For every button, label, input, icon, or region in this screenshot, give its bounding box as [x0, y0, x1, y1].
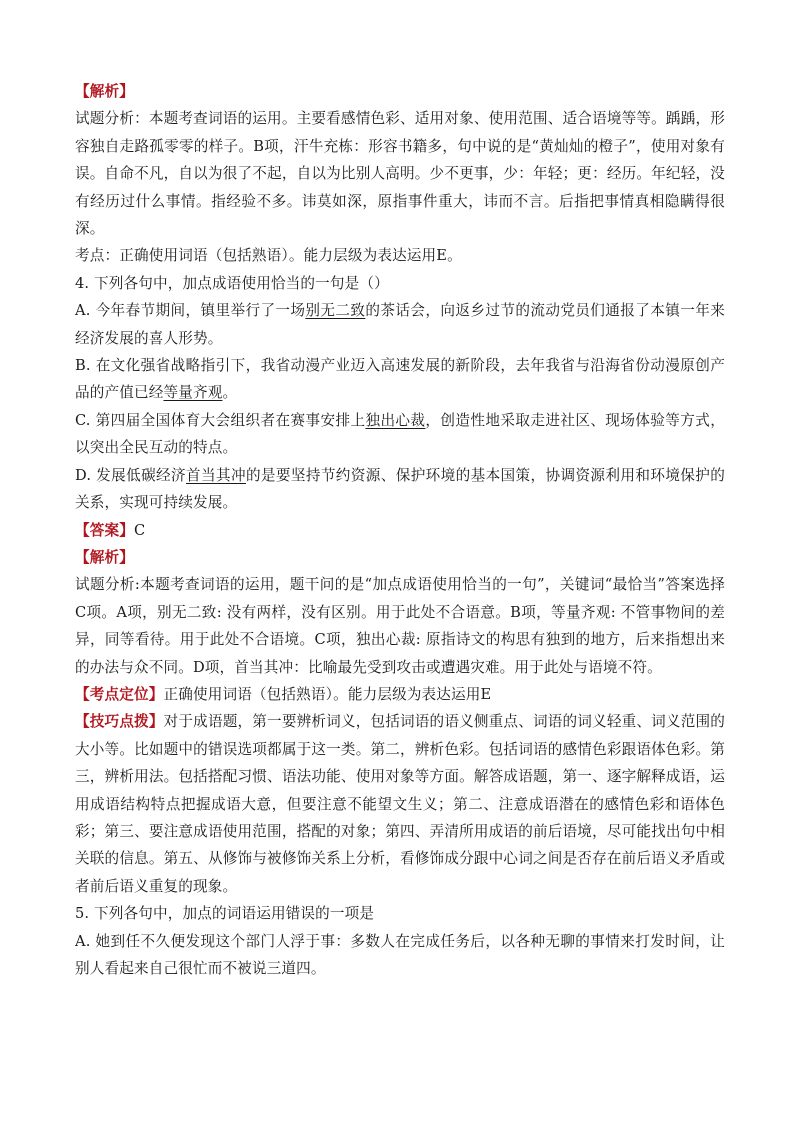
question-4-option-a: A. 今年春节期间，镇里举行了一场别无二致的茶话会，向返乡过节的流动党员们通报了本镇一年来经济发展的喜人形势。	[75, 302, 725, 347]
question-4-option-b: B. 在文化强省战略指引下，我省动漫产业迈入高速发展的新阶段，去年我省与沿海省份动漫原创产品的产值已经等量齐观。	[75, 357, 725, 402]
underlined-idiom: 独出心裁	[365, 411, 426, 429]
answer-line	[75, 517, 725, 544]
analysis-paragraph: 试题分析：本题考查词语的运用。主要看感情色彩、适用对象、使用范围、适合语境等等。踽踽，形容独自走路孤零零的样子。B项，汗牛充栋：形容书籍多，句中说的是“黄灿灿的橙子”，使用对象有误。自命不凡，自以为很了不起，自以为比别人高明。少不更事，少：年轻；更：经历。年纪轻，没有经历过什么事情。指经验不多。讳莫如深，原指事件重大，讳而不言。后指把事情真相隐瞒得很深。	[75, 110, 725, 238]
jiqiao-tag: 【技巧点拨】	[75, 713, 164, 731]
analysis-paragraph-2: 试题分析:本题考查词语的运用，题干问的是“加点成语使用恰当的一句”，关键词“最恰当”答案选择C项。A项，别无二致: 没有两样，没有区别。用于此处不合语意。B项，等量齐观: 不管事物间的差异，同等看待。用于此处不合语境。C项，独出心裁: 原指诗文的构思有独到的地方，后来指想出来的办法与众不同。D项，首当其冲：比喻最先受到攻击或遭遇灾难。用于此处与语境不符。	[75, 576, 725, 676]
answer-tag: 【答案】	[75, 521, 134, 539]
answer-value: C	[133, 521, 146, 539]
kaodian-dingwei-tag: 【考点定位】	[75, 685, 164, 703]
kaodian-line: 考点：正确使用词语（包括熟语）。能力层级为表达运用E。	[75, 247, 462, 265]
analysis-heading	[75, 78, 725, 105]
question-4-stem: 4. 下列各句中，加点成语使用恰当的一句是（）	[75, 274, 389, 292]
document-content	[75, 78, 725, 982]
question-5-option-a: A. 她到任不久便发现这个部门人浮于事：多数人在完成任务后，以各种无聊的事情来打发时间，让别人看起来自己很忙而不被说三道四。	[75, 932, 725, 977]
underlined-idiom: 等量齐观	[163, 384, 223, 402]
question-5-stem: 5. 下列各句中，加点的词语运用错误的一项是	[75, 905, 375, 923]
analysis-tag: 【解析】	[75, 83, 134, 100]
analysis-heading-2	[75, 544, 725, 571]
underlined-idiom: 别无二致	[305, 302, 366, 320]
question-4-option-c: C. 第四届全国体育大会组织者在赛事安排上独出心裁，创造性地采取走进社区、现场体验等方式，以突出全民互动的特点。	[75, 411, 725, 457]
kaodian-dingwei-line: 【考点定位】正确使用词语（包括熟语）。能力层级为表达运用E	[75, 685, 492, 703]
question-4-option-d: D. 发展低碳经济首当其冲的是要坚持节约资源、保护环境的基本国策，协调资源利用和环境保护的关系，实现可持续发展。	[75, 466, 725, 512]
analysis-tag-2: 【解析】	[75, 548, 134, 566]
underlined-idiom: 首当其冲	[186, 466, 246, 484]
jiqiao-paragraph: 【技巧点拨】对于成语题，第一要辨析词义，包括词语的语义侧重点、词语的词义轻重、词义范围的大小等。比如题中的错误选项都属于这一类。第二，辨析色彩。包括词语的感情色彩跟语体色彩。第三，辨析用法。包括搭配习惯、语法功能、使用对象等方面。解答成语题，第一、逐字解释成语，运用成语结构特点把握成语大意，但要注意不能望文生义；第二、注意成语潜在的感情色彩和语体色彩；第三、要注意成语使用范围，搭配的对象；第四、弄清所用成语的前后语境，尽可能找出句中相关联的信息。第五、从修饰与被修饰关系上分析，看修饰成分跟中心词之间是否存在前后语义矛盾或者前后语义重复的现象。	[75, 713, 725, 895]
